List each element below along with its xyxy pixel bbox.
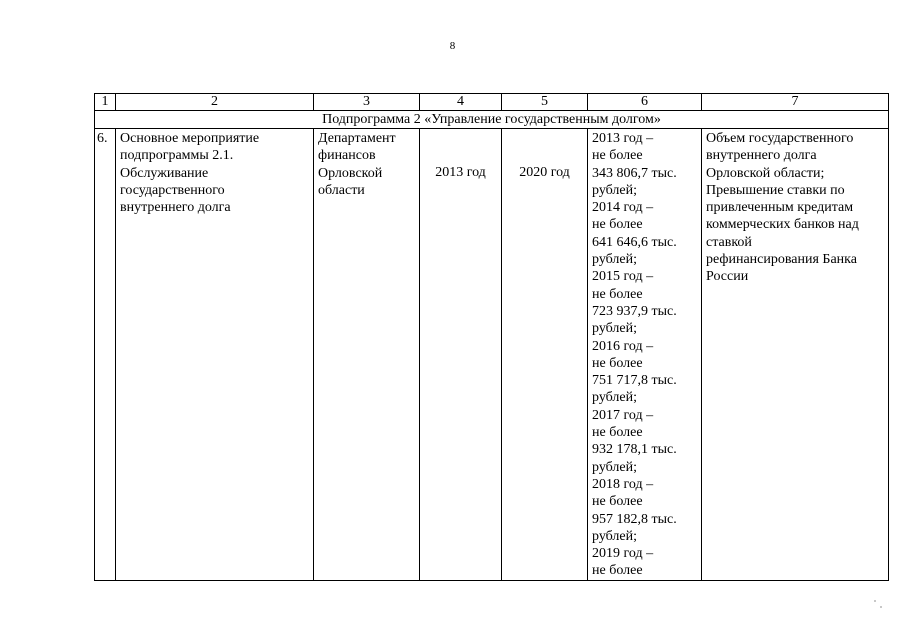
row-index: 6. <box>95 129 116 581</box>
targets-cell: 2013 год – не более 343 806,7 тыс. рублей; 2014 год – не более 641 646,6 тыс. рублей; 2015 год – не более 723 937,9 тыс. рублей; 2016 год – не более 751 717,8 тыс. рублей; 2017 год – не более 932 178,1 тыс. рублей; 2018 год – не более 957 182,8 тыс. рублей; 2019 год – не более <box>588 129 702 581</box>
start-year-cell <box>420 129 502 581</box>
scan-dot-1 <box>874 600 876 602</box>
subprogram-row <box>95 111 889 129</box>
column-number-5: 5 <box>502 94 588 111</box>
activity-cell: Основное мероприятие подпрограммы 2.1. Обслуживание государственного внутреннего долга <box>116 129 314 581</box>
column-number-1: 1 <box>95 94 116 111</box>
column-number-4: 4 <box>420 94 502 111</box>
column-number-7: 7 <box>702 94 889 111</box>
column-number-6: 6 <box>588 94 702 111</box>
subprogram-heading: Подпрограмма 2 «Управление государственным долгом» <box>95 111 889 129</box>
indicators-cell: Объем государственного внутреннего долга Орловской области; Превышение ставки по привлеченным кредитам коммерческих банков над ставкой рефинансирования Банка России <box>702 129 889 581</box>
page-number: 8 <box>449 40 456 52</box>
start-year: 2013 год <box>435 165 486 180</box>
end-year: 2020 год <box>519 165 570 180</box>
program-table <box>94 93 889 581</box>
scan-dot-2 <box>880 606 882 608</box>
column-number-3: 3 <box>314 94 420 111</box>
executor-cell: Департамент финансов Орловской области <box>314 129 420 581</box>
table-row <box>95 129 889 581</box>
column-number-row <box>95 94 889 111</box>
column-number-2: 2 <box>116 94 314 111</box>
end-year-cell <box>502 129 588 581</box>
